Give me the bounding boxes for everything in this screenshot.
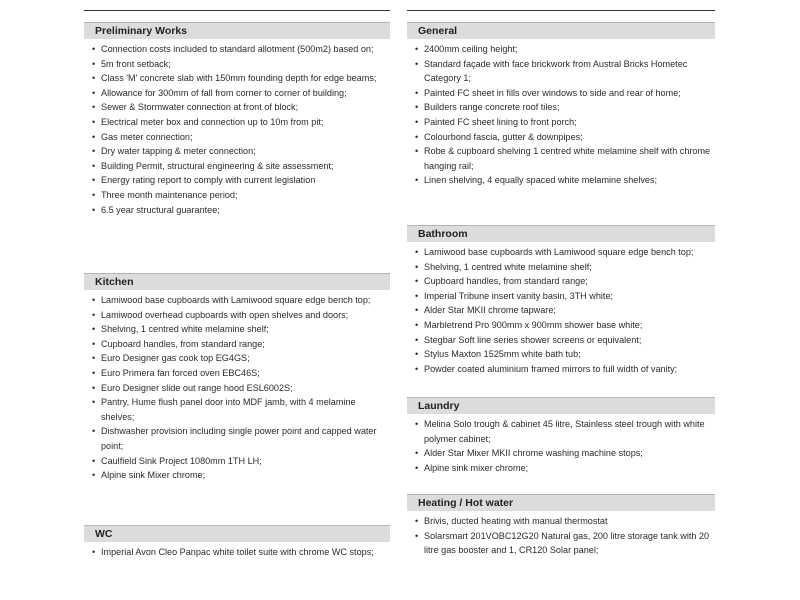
list-item: • Three month maintenance period; — [84, 188, 390, 203]
section-heading: Bathroom — [407, 225, 715, 242]
list-item: • Imperial Tribune insert vanity basin, 3TH white; — [407, 289, 715, 304]
section-heading: WC — [84, 525, 390, 542]
item-list — [407, 42, 715, 188]
section-heading: Heating / Hot water — [407, 494, 715, 511]
section-bathroom — [407, 225, 715, 376]
list-item: • Caulfield Sink Project 1080mm 1TH LH; — [84, 454, 390, 469]
list-item: • Shelving, 1 centred white melamine shelf; — [84, 322, 390, 337]
list-item: • Linen shelving, 4 equally spaced white melamine shelves; — [407, 173, 715, 188]
list-item: • Powder coated aluminium framed mirrors to full width of vanity; — [407, 362, 715, 377]
top-divider — [84, 10, 390, 11]
list-item: • Imperial Avon Cleo Panpac white toilet suite with chrome WC stops; — [84, 545, 390, 560]
list-item: • Dishwasher provision including single power point and capped water point; — [84, 424, 390, 453]
section-heading: Kitchen — [84, 273, 390, 290]
list-item: • Brivis, ducted heating with manual thermostat — [407, 514, 715, 529]
list-item: • Dry water tapping & meter connection; — [84, 144, 390, 159]
list-item: • Melina Solo trough & cabinet 45 litre, Stainless steel trough with white polymer cabinet; — [407, 417, 715, 446]
list-item: • Lamiwood base cupboards with Lamiwood square edge bench top; — [407, 245, 715, 260]
section-heating-hot-water — [407, 494, 715, 558]
item-list — [84, 42, 390, 217]
item-list — [407, 514, 715, 558]
list-item: • Electrical meter box and connection up to 10m from pit; — [84, 115, 390, 130]
list-item: • Colourbond fascia, gutter & downpipes; — [407, 130, 715, 145]
list-item: • Stegbar Soft line series shower screens or equivalent; — [407, 333, 715, 348]
list-item: • Building Permit, structural engineering & site assessment; — [84, 159, 390, 174]
list-item: • Stylus Maxton 1525mm white bath tub; — [407, 347, 715, 362]
list-item: • Cupboard handles, from standard range; — [84, 337, 390, 352]
list-item: • 6.5 year structural guarantee; — [84, 203, 390, 218]
section-wc — [84, 525, 390, 560]
list-item: • Class 'M' concrete slab with 150mm founding depth for edge beams; — [84, 71, 390, 86]
list-item: • Euro Designer gas cook top EG4GS; — [84, 351, 390, 366]
list-item: • Energy rating report to comply with current legislation — [84, 173, 390, 188]
list-item: • Solarsmart 201VOBC12G20 Natural gas, 200 litre storage tank with 20 litre gas booster and 1, CR120 Solar panel; — [407, 529, 715, 558]
list-item: • Shelving, 1 centred white melamine shelf; — [407, 260, 715, 275]
list-item: • Painted FC sheet in fills over windows to side and rear of home; — [407, 86, 715, 101]
section-laundry — [407, 397, 715, 475]
section-kitchen — [84, 273, 390, 483]
item-list — [407, 245, 715, 376]
list-item: • Builders range concrete roof tiles; — [407, 100, 715, 115]
list-item: • Alpine sink mixer chrome; — [407, 461, 715, 476]
top-divider — [407, 10, 715, 11]
list-item: • Lamiwood base cupboards with Lamiwood square edge bench top; — [84, 293, 390, 308]
item-list — [84, 293, 390, 483]
list-item: • 5m front setback; — [84, 57, 390, 72]
list-item: • Painted FC sheet lining to front porch; — [407, 115, 715, 130]
list-item: • Allowance for 300mm of fall from corner to corner of building; — [84, 86, 390, 101]
list-item: • Cupboard handles, from standard range; — [407, 274, 715, 289]
list-item: • Sewer & Stormwater connection at front of block; — [84, 100, 390, 115]
item-list — [84, 545, 390, 560]
list-item: • Alpine sink Mixer chrome; — [84, 468, 390, 483]
list-item: • Euro Designer slide out range hood ESL6002S; — [84, 381, 390, 396]
section-heading: General — [407, 22, 715, 39]
list-item: • Alder Star MKII chrome tapware; — [407, 303, 715, 318]
list-item: • Lamiwood overhead cupboards with open shelves and doors; — [84, 308, 390, 323]
list-item: • Gas meter connection; — [84, 130, 390, 145]
section-heading: Preliminary Works — [84, 22, 390, 39]
list-item: • Pantry, Hume flush panel door into MDF jamb, with 4 melamine shelves; — [84, 395, 390, 424]
item-list — [407, 417, 715, 475]
section-general — [407, 22, 715, 188]
list-item: • Connection costs included to standard allotment (500m2) based on; — [84, 42, 390, 57]
section-preliminary-works — [84, 22, 390, 217]
list-item: • Robe & cupboard shelving 1 centred white melamine shelf with chrome hanging rail; — [407, 144, 715, 173]
list-item: • 2400mm ceiling height; — [407, 42, 715, 57]
list-item: • Euro Primera fan forced oven EBC46S; — [84, 366, 390, 381]
list-item: • Alder Star Mixer MKII chrome washing machine stops; — [407, 446, 715, 461]
section-heading: Laundry — [407, 397, 715, 414]
list-item: • Marbletrend Pro 900mm x 900mm shower base white; — [407, 318, 715, 333]
list-item: • Standard façade with face brickwork from Austral Bricks Hometec Category 1; — [407, 57, 715, 86]
